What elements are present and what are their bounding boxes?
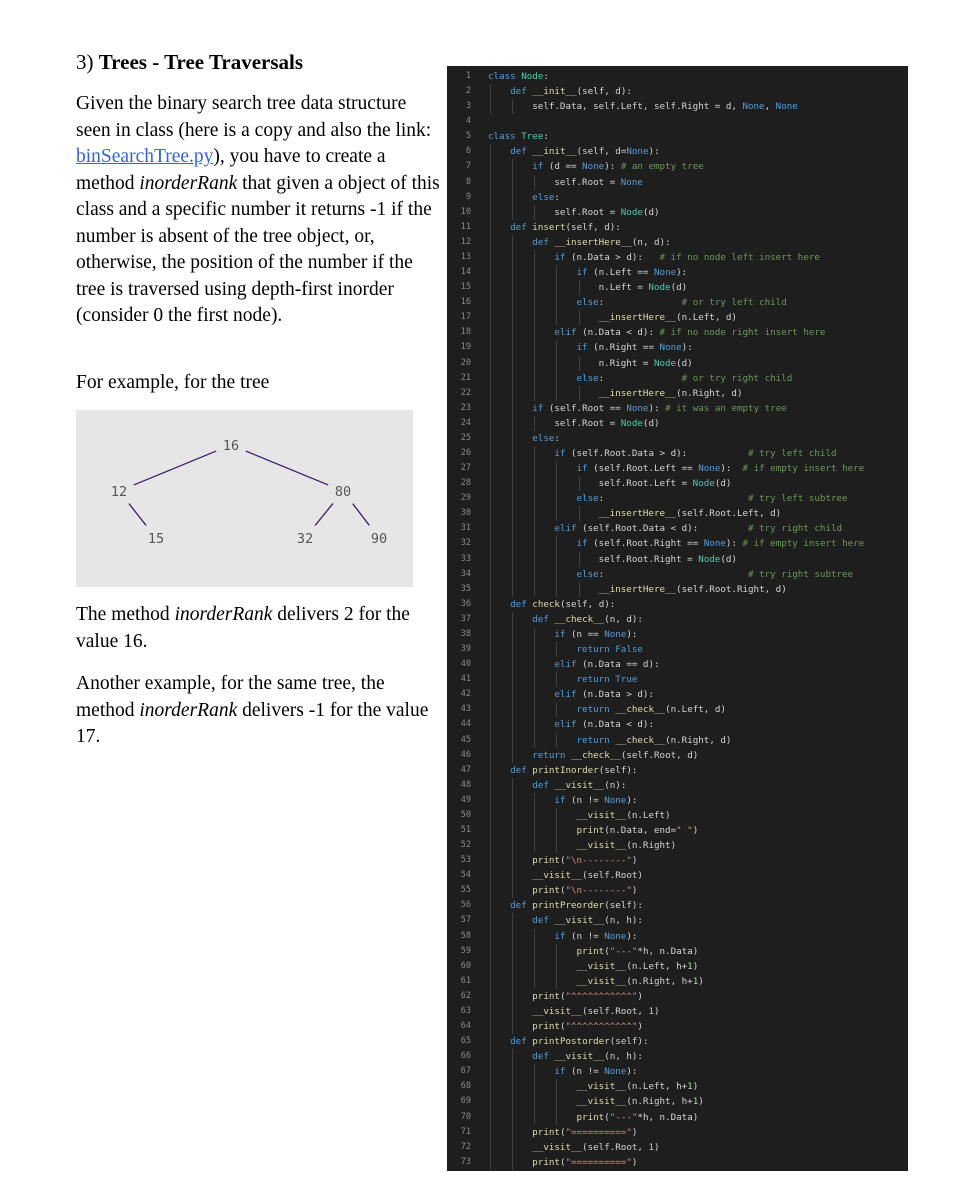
code-text: __visit__(n.Right, h+1) — [576, 975, 704, 987]
code-line — [447, 476, 908, 491]
code-line — [447, 144, 908, 159]
code-line — [447, 386, 908, 401]
line-number: 70 — [460, 1111, 471, 1122]
code-line — [447, 506, 908, 521]
description-text-1: Given the binary search tree data structure seen in class (here is a copy and also the link: — [76, 93, 432, 141]
code-line — [447, 838, 908, 853]
code-line — [447, 808, 908, 823]
code-text: __insertHere__(self.Root.Left, d) — [598, 508, 782, 520]
line-number: 9 — [465, 191, 471, 202]
code-text: if (n != None): — [554, 930, 638, 942]
code-text: print("^^^^^^^^^^^") — [532, 990, 643, 1002]
example2-text-1: Another example, for the same tree, the method — [76, 673, 385, 721]
code-line — [447, 868, 908, 883]
line-number: 63 — [460, 1005, 471, 1016]
line-number: 14 — [460, 267, 471, 278]
line-number: 24 — [460, 417, 471, 428]
description-paragraph — [76, 91, 441, 330]
code-text: if (self.Root.Right == None): # if empty insert here — [576, 538, 865, 550]
code-text: __visit__(n.Right) — [576, 840, 677, 852]
code-text: class Node: — [488, 71, 549, 82]
code-text: def __check__(n, d): — [532, 613, 643, 625]
code-text: if (n.Right == None): — [576, 342, 693, 354]
code-text: __visit__(n.Left) — [576, 809, 671, 821]
line-number: 46 — [460, 749, 471, 760]
tree-node-32: 32 — [296, 531, 314, 547]
line-number: 12 — [460, 236, 471, 247]
line-number: 19 — [460, 342, 471, 353]
method-name: inorderRank — [139, 172, 238, 194]
code-text: def printPreorder(self): — [510, 900, 643, 912]
code-text: print("\n--------") — [532, 885, 638, 897]
code-text: self.Root.Left = Node(d) — [488, 478, 732, 490]
code-text: print("==========") — [532, 1156, 638, 1168]
code-line — [447, 1019, 908, 1034]
line-number: 22 — [460, 387, 471, 398]
code-text: else: — [532, 432, 560, 444]
line-number: 27 — [460, 463, 471, 474]
line-number: 36 — [460, 598, 471, 609]
code-line — [447, 310, 908, 325]
line-number: 48 — [460, 779, 471, 790]
code-text: if (n != None): — [554, 1066, 638, 1078]
example-result-1 — [76, 602, 441, 655]
code-text: elif (n.Data == d): — [554, 659, 660, 671]
line-number: 41 — [460, 674, 471, 685]
line-number: 3 — [465, 101, 471, 112]
code-line — [447, 1125, 908, 1140]
line-number: 71 — [460, 1126, 471, 1137]
line-number: 37 — [460, 613, 471, 624]
line-number: 40 — [460, 659, 471, 670]
code-text: else: — [532, 191, 560, 203]
line-number: 43 — [460, 704, 471, 715]
code-text: if (n.Data > d): # if no node left insert here — [554, 251, 820, 263]
code-text: elif (n.Data < d): # if no node right insert here — [554, 327, 826, 339]
code-text: if (self.Root.Data > d): # try left child — [554, 448, 837, 459]
tree-node-15: 15 — [147, 531, 165, 547]
line-number: 13 — [460, 251, 471, 262]
line-number: 15 — [460, 282, 471, 293]
line-number: 39 — [460, 644, 471, 655]
code-text: def __visit__(n, h): — [532, 1051, 643, 1063]
code-text: __insertHere__(n.Left, d) — [598, 312, 737, 324]
line-number: 18 — [460, 327, 471, 338]
example1-text-2: delivers 2 for the value 16. — [76, 604, 410, 652]
code-line — [447, 883, 908, 898]
code-text: def insert(self, d): — [510, 221, 621, 233]
code-line — [447, 1155, 908, 1170]
line-number: 32 — [460, 538, 471, 549]
line-number: 66 — [460, 1051, 471, 1062]
code-line — [447, 974, 908, 989]
code-line — [447, 989, 908, 1004]
code-line — [447, 1064, 908, 1079]
code-text: if (n == None): — [554, 628, 638, 640]
code-line — [447, 929, 908, 944]
code-text: return __check__(n.Left, d) — [576, 704, 726, 716]
example-result-2 — [76, 671, 441, 751]
line-number: 26 — [460, 448, 471, 458]
example1-text-1: The method — [76, 604, 175, 625]
code-text: def __visit__(n): — [532, 779, 627, 791]
line-number: 50 — [460, 809, 471, 820]
tree-node-16: 16 — [222, 438, 240, 454]
line-number: 49 — [460, 794, 471, 805]
tree-node-90: 90 — [370, 531, 388, 547]
line-number: 23 — [460, 402, 471, 413]
line-number: 61 — [460, 975, 471, 986]
code-text: else: # try left subtree — [576, 493, 848, 505]
code-line — [447, 325, 908, 340]
code-line — [447, 1079, 908, 1094]
line-number: 21 — [460, 372, 471, 383]
code-text: return False — [576, 644, 643, 656]
code-text: class Tree: — [488, 131, 549, 143]
question-number: 3) — [76, 50, 94, 74]
code-text: if (n != None): — [554, 794, 638, 806]
code-line — [447, 205, 908, 220]
tree-node-12: 12 — [110, 484, 128, 500]
line-number: 45 — [460, 734, 471, 745]
code-text: else: # or try right child — [576, 372, 793, 384]
line-number: 51 — [460, 825, 471, 835]
code-text: def printPostorder(self): — [510, 1036, 649, 1048]
code-text: self.Root.Right = Node(d) — [488, 553, 737, 565]
tree-edge-80-32 — [315, 503, 333, 525]
line-number: 73 — [460, 1156, 471, 1167]
code-line — [447, 129, 908, 144]
question-heading — [76, 50, 303, 75]
line-number: 34 — [460, 568, 471, 579]
method-name: inorderRank — [174, 604, 273, 625]
example-intro: For example, for the tree — [76, 372, 270, 393]
line-number: 16 — [460, 297, 471, 308]
line-number: 68 — [460, 1081, 471, 1092]
code-line — [447, 235, 908, 250]
line-number: 72 — [460, 1141, 471, 1152]
example2-text-2: delivers -1 for the value 17. — [76, 699, 429, 747]
code-text: __visit__(n.Left, h+1) — [576, 1081, 699, 1093]
code-line — [447, 567, 908, 582]
line-number: 25 — [460, 432, 471, 443]
code-line — [447, 748, 908, 763]
line-number: 6 — [465, 146, 471, 157]
code-text: def __init__(self, d=None): — [510, 146, 660, 158]
code-line — [447, 853, 908, 868]
description-text-3: that given a object of this class and a specific number it returns -1 if the number is absent of the tree object, or, otherwise, the position of the number if the tree is traversed using depth-first inorder (consider 0 the first node). — [76, 172, 440, 326]
code-line — [447, 793, 908, 808]
code-text: elif (n.Data > d): — [554, 689, 654, 701]
line-number: 29 — [460, 493, 471, 504]
code-line — [447, 536, 908, 551]
description-text-2: ), you have to create a method — [76, 146, 386, 194]
code-text: def check(self, d): — [510, 598, 616, 610]
line-number: 54 — [460, 870, 471, 881]
code-text: self.Root = Node(d) — [488, 206, 660, 218]
code-text: return __check__(self.Root, d) — [532, 749, 699, 761]
code-text: else: # or try left child — [576, 297, 787, 309]
line-number: 35 — [460, 583, 471, 594]
code-line — [447, 687, 908, 702]
code-text: elif (self.Root.Data < d): # try right child — [554, 523, 843, 535]
code-line — [447, 175, 908, 190]
code-line — [447, 778, 908, 793]
code-line — [447, 371, 908, 386]
line-number: 60 — [460, 960, 471, 971]
code-line — [447, 1094, 908, 1109]
code-text: n.Left = Node(d) — [488, 282, 688, 294]
line-number: 28 — [460, 478, 471, 489]
code-line — [447, 491, 908, 506]
code-text: if (d == None): # an empty tree — [532, 161, 704, 173]
code-text: elif (n.Data < d): — [554, 719, 654, 731]
code-line — [447, 431, 908, 446]
code-text: __visit__(n.Right, h+1) — [576, 1096, 704, 1108]
code-panel — [447, 66, 908, 1171]
code-text: self.Data, self.Left, self.Right = d, None, None — [488, 101, 798, 113]
code-text: def __visit__(n, h): — [532, 915, 643, 927]
code-text: print("---"*h, n.Data) — [576, 1111, 699, 1123]
tree-diagram — [76, 410, 413, 587]
tree-svg — [76, 410, 413, 587]
code-line — [447, 84, 908, 99]
code-line — [447, 416, 908, 431]
tree-node-80: 80 — [334, 484, 352, 500]
code-line — [447, 401, 908, 416]
code-line — [447, 582, 908, 597]
code-text: __insertHere__(n.Right, d) — [598, 387, 743, 399]
line-number: 69 — [460, 1096, 471, 1107]
question-title: Trees - Tree Traversals — [98, 50, 304, 74]
line-number: 59 — [460, 945, 471, 956]
line-number: 55 — [460, 885, 471, 896]
code-text: __visit__(self.Root) — [532, 870, 643, 882]
code-line — [447, 898, 908, 913]
code-line — [447, 733, 908, 748]
code-line — [447, 280, 908, 295]
line-number: 58 — [460, 930, 471, 941]
line-number: 1 — [465, 71, 471, 81]
code-text: return True — [576, 674, 638, 686]
code-text: print("---"*h, n.Data) — [576, 945, 699, 957]
line-number: 44 — [460, 719, 471, 730]
code-text: __insertHere__(self.Root.Right, d) — [598, 583, 787, 595]
line-number: 7 — [465, 161, 471, 172]
tree-edge-16-80 — [246, 451, 328, 485]
line-number: 64 — [460, 1021, 471, 1032]
line-number: 2 — [465, 86, 471, 97]
code-text: if (n.Left == None): — [576, 267, 688, 279]
code-line — [447, 944, 908, 959]
tree-edge-80-90 — [353, 504, 370, 526]
line-number: 42 — [460, 689, 471, 700]
code-line — [447, 1004, 908, 1019]
line-number: 8 — [465, 176, 471, 187]
line-number: 5 — [465, 131, 471, 142]
code-line — [447, 1034, 908, 1049]
line-number: 10 — [460, 206, 471, 217]
code-line — [447, 1110, 908, 1125]
code-line — [447, 717, 908, 732]
code-text: __visit__(self.Root, 1) — [532, 1141, 660, 1153]
code-line — [447, 672, 908, 687]
code-line — [447, 1140, 908, 1155]
line-number: 33 — [460, 553, 471, 564]
code-text: n.Right = Node(d) — [488, 357, 693, 369]
line-number: 17 — [460, 312, 471, 323]
line-number: 53 — [460, 855, 471, 866]
code-line — [447, 552, 908, 567]
line-number: 31 — [460, 523, 471, 534]
code-text: def printInorder(self): — [510, 764, 638, 776]
line-number: 56 — [460, 900, 471, 911]
code-line — [447, 521, 908, 536]
code-line — [447, 220, 908, 235]
code-line — [447, 702, 908, 717]
code-text: print(n.Data, end=" ") — [576, 825, 699, 836]
code-line — [447, 356, 908, 371]
code-line — [447, 763, 908, 778]
code-text: __visit__(n.Left, h+1) — [576, 960, 699, 972]
code-line — [447, 612, 908, 627]
code-text: __visit__(self.Root, 1) — [532, 1005, 660, 1017]
method-name: inorderRank — [139, 699, 238, 721]
code-line — [447, 69, 908, 84]
code-line — [447, 627, 908, 642]
line-number: 11 — [460, 221, 471, 232]
tree-edge-12-15 — [129, 504, 146, 526]
code-text: if (self.Root == None): # it was an empty tree — [532, 402, 787, 414]
code-line — [447, 295, 908, 310]
code-line — [447, 250, 908, 265]
code-line — [447, 461, 908, 476]
code-text: def __init__(self, d): — [510, 86, 632, 98]
code-line — [447, 823, 908, 838]
code-line — [447, 114, 908, 129]
code-line — [447, 1049, 908, 1064]
bin-search-tree-link[interactable]: binSearchTree.py — [76, 146, 214, 167]
line-number: 67 — [460, 1066, 471, 1077]
line-number: 20 — [460, 357, 471, 368]
code-line — [447, 265, 908, 280]
code-text: print("==========") — [532, 1126, 638, 1138]
code-line — [447, 913, 908, 928]
line-number: 47 — [460, 764, 471, 775]
code-text: self.Root = None — [488, 176, 643, 188]
code-line — [447, 642, 908, 657]
code-line — [447, 340, 908, 355]
code-line — [447, 190, 908, 205]
line-number: 65 — [460, 1036, 471, 1047]
code-text: def __insertHere__(n, d): — [532, 236, 671, 248]
code-text: if (self.Root.Left == None): # if empty insert here — [576, 463, 865, 475]
code-line — [447, 99, 908, 114]
line-number: 57 — [460, 915, 471, 926]
code-line — [447, 597, 908, 612]
line-number: 62 — [460, 990, 471, 1001]
code-text: self.Root = Node(d) — [488, 417, 660, 429]
code-text: print("\n--------") — [532, 855, 638, 867]
code-text: else: # try right subtree — [576, 568, 854, 580]
line-number: 52 — [460, 840, 471, 851]
code-text: return __check__(n.Right, d) — [576, 734, 732, 746]
code-line — [447, 446, 908, 461]
tree-edge-16-12 — [134, 451, 216, 485]
code-line — [447, 159, 908, 174]
line-number: 30 — [460, 508, 471, 519]
code-line — [447, 959, 908, 974]
code-text: print("^^^^^^^^^^^") — [532, 1021, 643, 1033]
line-number: 38 — [460, 628, 471, 639]
line-number: 4 — [465, 116, 471, 127]
code-line — [447, 657, 908, 672]
